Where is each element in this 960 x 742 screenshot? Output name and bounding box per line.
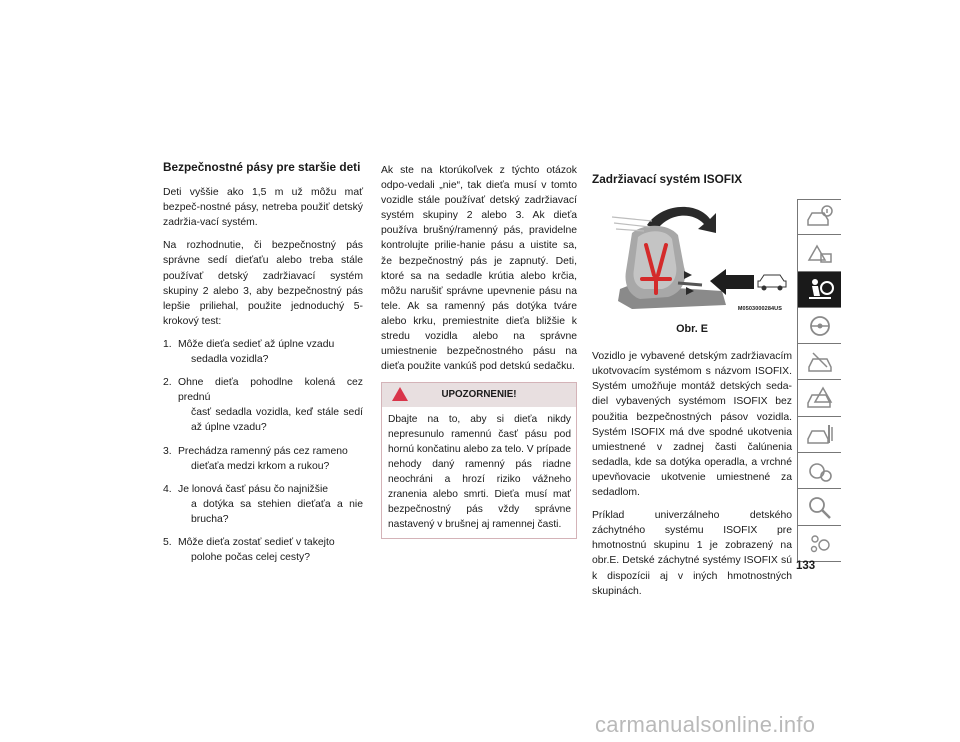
steering-wheel-icon: [805, 313, 835, 339]
warning-triangle-icon: [392, 387, 408, 401]
tab-car-info[interactable]: [797, 199, 841, 235]
test-questions-list: [163, 337, 363, 565]
emergency-icon: [805, 385, 835, 411]
paragraph: Na rozhodnutie, či bezpečnostný pás správne sedí dieťaťu alebo treba stále používať detský zadržiavací systém skupiny 2 alebo 3, aby bezpečnostný pás lepšie priliehal, použite jednoduchý 5-krokový test:: [163, 240, 363, 327]
warning-box: [381, 382, 577, 539]
figure-code: M0503000284US: [737, 306, 782, 312]
tab-safety[interactable]: [797, 272, 841, 308]
list-item: 3. Prechádza ramenný pás cez rameno dieťaťa medzi krkom a rukou?: [163, 445, 348, 472]
tab-maintenance[interactable]: [797, 417, 841, 453]
section-heading-older-children: Bezpečnostné pásy pre staršie deti: [163, 160, 361, 174]
search-index-icon: [805, 494, 835, 520]
driving-icon: [805, 349, 835, 375]
maintenance-icon: [805, 421, 835, 447]
airbag-safety-icon: [805, 276, 835, 302]
car-info-icon: [805, 204, 835, 230]
tab-warning-lights[interactable]: [797, 235, 841, 271]
warning-header: [382, 383, 576, 407]
paragraph: Vozidlo je vybavené detským zadržiavacím ukotvovacím systémom s názvom ISOFIX. Systém umožňuje montáž detských seda-diel vybavených systémom ISOFIX bez použitia bezpečnostných pásov vozidla. Systém ISOFIX má dve spodné ukotvenia umiestnené v zadnej časti čalúnenia sedadla, kde sa dotýka operadla, a vrchné upevňovacie ukotvenie umiestnené za sedadlom.: [592, 351, 792, 499]
isofix-figure: [592, 197, 792, 319]
watermark: carmanualsonline.info: [595, 712, 816, 737]
left-column: [163, 160, 363, 573]
figure-caption: Obr. E: [676, 323, 708, 336]
multimedia-icon: [805, 530, 835, 556]
tab-specifications[interactable]: [797, 453, 841, 489]
specifications-icon: [805, 458, 835, 484]
middle-column: [381, 163, 577, 539]
paragraph: Príklad univerzálneho detského záchytného systému ISOFIX pre hmotnostnú skupinu 1 je zobrazený na obr.E. Detské záchytné systémy ISOFIX sú k dispozícii aj v iných hmotnostných skupinách.: [592, 510, 792, 597]
warning-text: Dbajte na to, aby si dieťa nikdy nepresunulo ramennú časť pásu pod hornú končatinu alebo za telo. V prípade nehody daný ramenný pás riadne neochráni a hrozí riziko vážneho zranenia alebo smrti. Dieťa musí mať bezpečnostný pás vždy správne nastavený v brušnej aj ramennej časti.: [388, 414, 571, 531]
isofix-seat-illustration: [592, 197, 792, 319]
paragraph: Ak ste na ktorúkoľvek z týchto otázok odpo-vedali „nie“, tak dieťa musí v tomto vozidle stále používať detský zadržiavací systém skupiny 2 alebo 3. Ak dieťa používa brušný/ramenný pás, pravidelne kontrolujte prilie-hanie pásu a uistite sa, že bezpečnostný pás je zapnutý. Deti, ktoré sa na sedadle krútia alebo krčia, môžu narušiť správne upevnenie pásu na tele. Ak sa ramenný pás dotýka tváre alebo krku, premiestnite dieťa bližšie k stredu vozidla alebo na správne umiestnenie bezpečnostného pásu na dieťa použite vankúš pod detskú sedačku.: [381, 165, 577, 373]
section-heading-isofix: Zadržiavací systém ISOFIX: [592, 172, 743, 186]
page-number: 133: [796, 560, 816, 572]
chapter-tabs: [797, 199, 842, 562]
warning-title: UPOZORNENIE!: [441, 389, 517, 401]
right-column: [592, 172, 792, 607]
paragraph: Deti vyššie ako 1,5 m už môžu mať bezpeč-nostné pásy, netreba použiť detský zadržia-vací systém.: [163, 187, 363, 229]
tab-driving[interactable]: [797, 344, 841, 380]
tab-index[interactable]: [797, 489, 841, 525]
list-item: 2. Ohne dieťa pohodlne kolená cez prednú časť sedadla vozidla, keď stále sedí až úplne vzadu?: [163, 377, 363, 434]
tab-starting-driving[interactable]: [797, 308, 841, 344]
warning-lights-icon: [805, 240, 835, 266]
tab-multimedia[interactable]: [797, 526, 841, 562]
list-item: 4. Je lonová časť pásu čo najnižšie a dotýka sa stehien dieťaťa a nie brucha?: [163, 483, 363, 525]
list-item: 5. Môže dieťa zostať sedieť v takejto polohe počas celej cesty?: [163, 536, 335, 564]
list-item: 1. Môže dieťa sedieť až úplne vzadu sedadla vozidla?: [163, 338, 335, 366]
tab-emergency[interactable]: [797, 380, 841, 416]
